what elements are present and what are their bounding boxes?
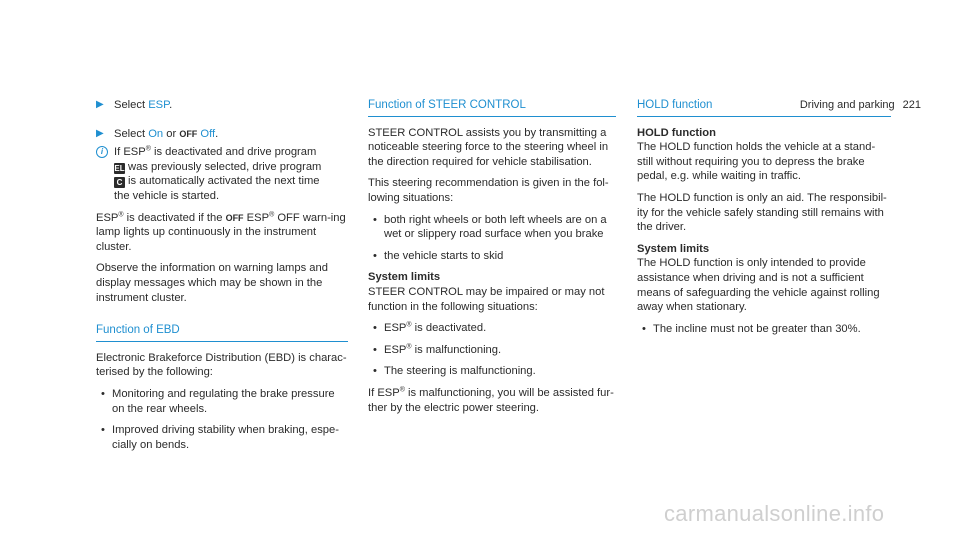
list-item: • The steering is malfunctioning. (368, 364, 616, 379)
limits-list (368, 321, 616, 379)
esp-off-link[interactable]: Off (200, 127, 216, 140)
hold-function-heading: HOLD function (637, 98, 891, 117)
instruction-step: ▶ Select ESP. (96, 99, 173, 111)
esp-menu-link[interactable]: ESP (148, 99, 170, 111)
hold-para-3: The HOLD function is only intended to provide assistance when driving and is not a sufficient means of safeguarding the vehicle against rolling away when stationary. (637, 257, 880, 314)
ebd-intro: Electronic Brakeforce Distribution (EBD) is charac-terised by the following: (96, 351, 347, 379)
list-item: • the vehicle starts to skid (368, 249, 616, 264)
section-title: Driving and parking (799, 99, 895, 111)
esp-off-symbol-icon: OFF (179, 128, 198, 139)
steer-situations-text: This steering recommendation is given in the fol-lowing situations: (368, 177, 609, 204)
hold-list (637, 322, 891, 337)
arrow-right-icon: ▶ (96, 99, 104, 110)
arrow-right-icon: ▶ (96, 127, 104, 139)
hold-para-1: The HOLD function holds the vehicle at a stand-still without requiring you to depress the brake pedal, e.g. while waiting in traffic. (637, 141, 876, 183)
steer-intro: STEER CONTROL assists you by transmitting a noticeable steering force to the steering wheel in the direction required for vehicle stabilisation. (368, 126, 609, 168)
list-item: • Monitoring and regulating the brake pressure on the rear wheels. (96, 387, 348, 416)
column-2 (368, 98, 616, 422)
observe-text: Observe the information on warning lamps and display messages which may be shown in the instrument cluster. (96, 262, 328, 304)
steer-control-heading: Function of STEER CONTROL (368, 98, 616, 117)
el-program-icon: EL (114, 163, 125, 173)
esp-off-warning-icon: OFF (225, 212, 244, 223)
situations-list (368, 213, 616, 264)
list-item: • The incline must not be greater than 30%. (637, 322, 891, 337)
ebd-heading: Function of EBD (96, 323, 348, 342)
info-note: i If ESP® is deactivated and drive program EL was previously selected, drive program C is automatically activated the next time the vehicle is started. (96, 145, 348, 203)
steer-outro: If ESP® is malfunctioning, you will be assisted fur-ther by the electric power steering. (368, 386, 614, 414)
ebd-list (96, 387, 348, 452)
limits-intro: STEER CONTROL may be impaired or may not function in the following situations: (368, 285, 605, 313)
info-icon: i (96, 146, 108, 158)
page-number: 221 (902, 99, 921, 111)
hold-limits-heading: System limits (637, 242, 710, 255)
c-program-icon: C (114, 177, 125, 188)
esp-on-link[interactable]: On (148, 127, 164, 140)
column-3 (637, 98, 891, 343)
hold-subheading: HOLD function (637, 126, 716, 139)
esp-deactivation-text: ESP® is deactivated if the OFF ESP® OFF warn-ing lamp lights up continuously in the instrument cluster. (96, 210, 346, 253)
list-item: • ESP® is malfunctioning. (368, 343, 616, 358)
instruction-step: ▶ Select On or OFF Off. (96, 127, 219, 140)
column-1 (96, 98, 348, 459)
list-item: • Improved driving stability when braking, espe-cially on bends. (96, 423, 348, 452)
watermark: carmanualsonline.info (664, 501, 885, 526)
hold-para-2: The HOLD function is only an aid. The responsibil-ity for the vehicle safely standing still remains with the driver. (637, 191, 887, 234)
list-item: • ESP® is deactivated. (368, 321, 616, 336)
list-item: • both right wheels or both left wheels are on a wet or slippery road surface when you brake (368, 213, 616, 242)
system-limits-heading: System limits (368, 271, 441, 284)
